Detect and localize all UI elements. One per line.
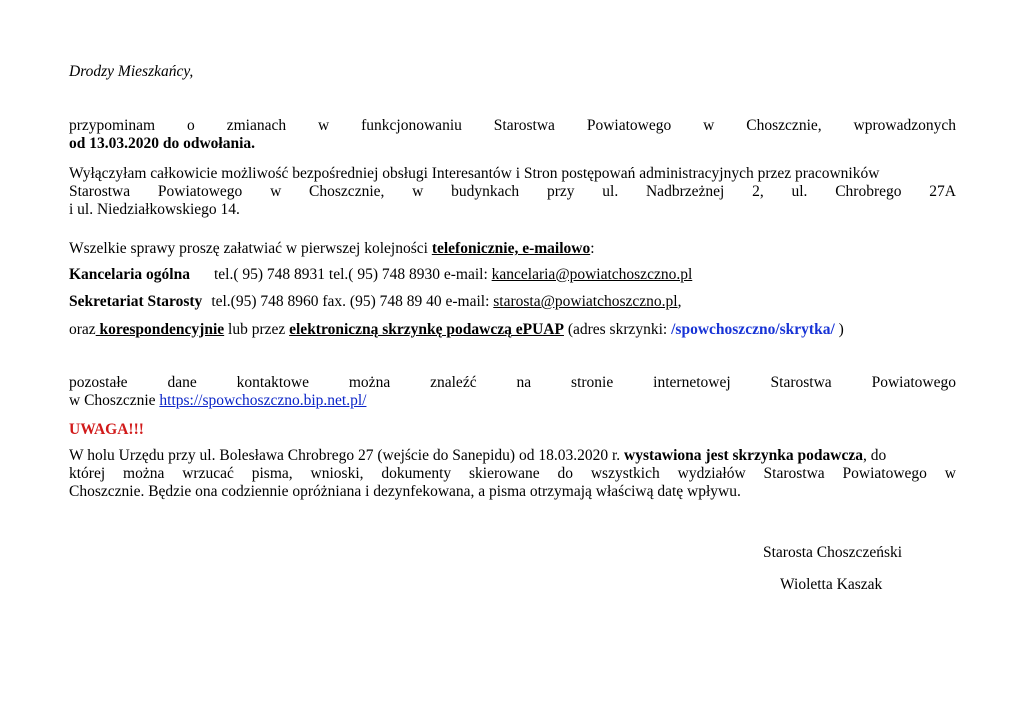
website-url-link[interactable]: https://spowchoszczno.bip.net.pl/ bbox=[159, 392, 367, 409]
warning-line-1: W holu Urzędu przy ul. Bolesława Chrobrego 27 (wejście do Sanepidu) od 18.03.2020 r. wystawiona jest skrzynka podawcza, do bbox=[69, 447, 887, 464]
contact-intro: Wszelkie sprawy proszę załatwiać w pierwszej kolejności telefonicznie, e-mailowo: bbox=[69, 240, 595, 257]
exclusion-line-2: Starostwa Powiatowego w Choszcznie, w budynkach przy ul. Nadbrzeżnej 2, ul. Chrobrego 27A bbox=[69, 183, 956, 200]
warning-line-2: której można wrzucać pisma, wnioski, dokumenty skierowane do wszystkich wydziałów Starostwa Powiatowego w bbox=[69, 465, 956, 482]
warning-title: UWAGA!!! bbox=[69, 421, 144, 438]
korespondencyjnie-emphasis: korespondencyjnie bbox=[95, 321, 225, 338]
website-paragraph bbox=[69, 374, 956, 410]
exclusion-line-1: Wyłączyłam całkowicie możliwość bezpośredniej obsługi Interesantów i Stron postępowań administracyjnych przez pracowników bbox=[69, 165, 880, 182]
greeting: Drodzy Mieszkańcy, bbox=[69, 63, 194, 80]
letter-page bbox=[69, 0, 956, 724]
kancelaria-label: Kancelaria ogólna bbox=[69, 266, 190, 283]
kancelaria-details: tel.( 95) 748 8931 tel.( 95) 748 8930 e-mail: bbox=[213, 266, 492, 283]
exclusion-paragraph bbox=[69, 165, 956, 219]
sekretariat-row: Sekretariat Starosty tel.(95) 748 8960 fax. (95) 748 89 40 e-mail: starosta@powiatchoszczno.pl, bbox=[69, 293, 682, 310]
warning-emphasis: wystawiona jest skrzynka podawcza bbox=[624, 447, 863, 464]
signature-name: Wioletta Kaszak bbox=[780, 576, 883, 593]
website-line-2: w Choszcznie https://spowchoszczno.bip.net.pl/ bbox=[69, 392, 367, 409]
contact-methods-emphasis: telefonicznie, e-mailowo bbox=[431, 240, 591, 257]
intro-paragraph bbox=[69, 117, 956, 153]
warning-line-3: Choszcznie. Będzie ona codziennie opróżniana i dezynfekowana, a pisma otrzymają właściwą datę wpływu. bbox=[69, 483, 741, 500]
website-line-1: pozostałe dane kontaktowe można znaleźć na stronie internetowej Starostwa Powiatowego bbox=[69, 374, 956, 391]
kancelaria-row bbox=[69, 266, 956, 284]
intro-line-1: przypominam o zmianach w funkcjonowaniu Starostwa Powiatowego w Choszcznie, wprowadzonych bbox=[69, 117, 956, 134]
kancelaria-email-link[interactable]: kancelaria@powiatchoszczno.pl bbox=[491, 266, 693, 283]
signature-title: Starosta Choszczeński bbox=[763, 544, 903, 561]
intro-date-range: od 13.03.2020 do odwołania. bbox=[69, 135, 256, 152]
sekretariat-email-link[interactable]: starosta@powiatchoszczno.pl bbox=[493, 293, 678, 310]
warning-paragraph bbox=[69, 447, 956, 501]
epuap-address: /spowchoszczno/skrytka/ bbox=[671, 321, 835, 338]
sekretariat-label: Sekretariat Starosty bbox=[69, 293, 203, 310]
epuap-emphasis: elektroniczną skrzynkę podawczą ePUAP bbox=[289, 321, 564, 338]
correspondence-row: oraz korespondencyjnie lub przez elektroniczną skrzynkę podawczą ePUAP (adres skrzynki: /spowchoszczno/skrytka/ ) bbox=[69, 321, 844, 338]
exclusion-line-3: i ul. Niedziałkowskiego 14. bbox=[69, 201, 240, 218]
sekretariat-details: tel.(95) 748 8960 fax. (95) 748 89 40 e-mail: bbox=[211, 293, 494, 310]
